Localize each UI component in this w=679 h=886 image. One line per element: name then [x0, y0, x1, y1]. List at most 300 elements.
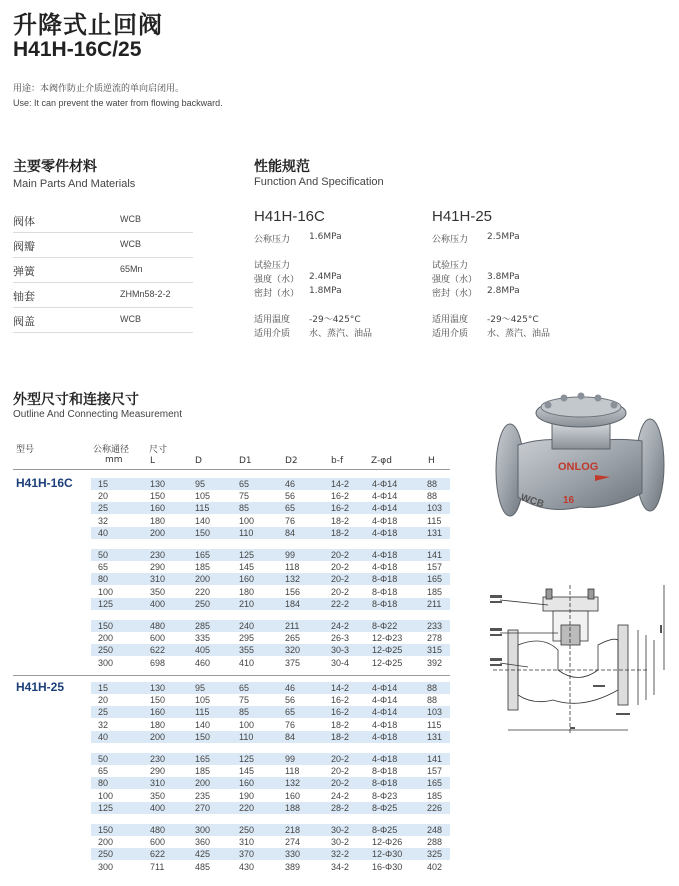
table-cell: 425 — [195, 849, 211, 860]
table-cell: 4-Φ14 — [372, 479, 398, 489]
table-cell: 130 — [150, 479, 166, 489]
spec-seal-value: 2.8MPa — [487, 286, 520, 296]
spec-temp-label: 适用温度 — [432, 315, 469, 325]
table-cell: 132 — [285, 574, 301, 585]
table-cell: 16-2 — [331, 695, 350, 706]
table-cell: 50 — [98, 754, 109, 764]
table-cell: 185 — [427, 790, 443, 801]
header-dn: 公称通径 — [93, 445, 130, 455]
table-cell: 8-Φ18 — [372, 598, 398, 609]
table-cell: 157 — [427, 562, 443, 573]
table-cell: 330 — [285, 849, 301, 860]
spec-temp-label: 适用温度 — [254, 315, 291, 325]
table-cell: 20 — [98, 491, 109, 502]
table-cell: 4-Φ14 — [372, 683, 398, 693]
spec-medium-value: 水、蒸汽、油品 — [487, 329, 551, 339]
table-row — [91, 502, 450, 514]
table-cell: 99 — [285, 754, 296, 764]
part-name: 轴套 — [13, 290, 35, 303]
table-cell: 185 — [195, 766, 211, 777]
table-cell: 110 — [239, 731, 254, 742]
table-cell: 4-Φ14 — [372, 695, 398, 706]
table-cell: 310 — [150, 574, 166, 585]
table-cell: 12-Φ30 — [372, 849, 403, 860]
part-material: WCB — [120, 239, 141, 249]
table-cell: 28-2 — [331, 802, 350, 813]
table-cell: 100 — [98, 586, 114, 597]
table-cell: 20-2 — [331, 586, 350, 597]
table-cell: 12-Φ23 — [372, 633, 403, 644]
table-cell: 8-Φ25 — [372, 825, 398, 835]
table-cell: 76 — [285, 719, 296, 730]
table-cell: 200 — [98, 837, 114, 848]
spec-test-pressure — [254, 258, 454, 272]
table-cell: 200 — [98, 633, 114, 644]
table-cell: 16-2 — [331, 503, 350, 514]
spec-temp-value: -29～425°C — [487, 315, 539, 325]
table-cell: 290 — [150, 766, 166, 777]
header-col-d1: D1 — [239, 456, 252, 466]
table-row — [91, 694, 450, 706]
table-cell: 185 — [427, 586, 443, 597]
table-cell: 405 — [195, 645, 211, 656]
table-cell: 125 — [98, 598, 114, 609]
spec-nominal-pressure-label: 公称压力 — [432, 235, 469, 245]
table-cell: 25 — [98, 707, 109, 718]
table-cell: 218 — [285, 825, 301, 835]
table-cell: 30-2 — [331, 837, 350, 848]
table-row — [91, 632, 450, 644]
spec-strength — [432, 272, 632, 286]
table-cell: 180 — [239, 586, 255, 597]
table-cell: 140 — [195, 515, 211, 526]
table-cell: 4-Φ18 — [372, 731, 398, 742]
table-cell: 125 — [98, 802, 114, 813]
table-cell: 160 — [150, 707, 166, 718]
table-cell: 180 — [150, 515, 166, 526]
table-cell: 288 — [427, 837, 443, 848]
table-cell: 99 — [285, 550, 296, 560]
table-cell: 165 — [427, 574, 443, 585]
table-cell: 211 — [427, 598, 442, 609]
table-cell: 315 — [427, 645, 443, 656]
table-row — [91, 824, 450, 836]
header-col-bf: b-f — [331, 456, 344, 466]
table-cell: 34-2 — [331, 861, 350, 872]
table-cell: 88 — [427, 695, 438, 706]
table-cell: 270 — [195, 802, 211, 813]
model-title: H41H-16C/25 — [13, 38, 142, 61]
spec-strength-label: 强度（水） — [432, 275, 478, 285]
spec-strength-value: 3.8MPa — [487, 272, 520, 282]
table-cell: 115 — [427, 515, 442, 526]
table-cell: 95 — [195, 683, 206, 693]
usage-text-cn: 用途：本阀作防止介质逆流的单向启闭用。 — [13, 84, 185, 94]
table-cell: 295 — [239, 633, 255, 644]
spec-test-pressure-label: 试验压力 — [254, 261, 291, 271]
table-cell: 622 — [150, 645, 166, 656]
table-cell: 110 — [239, 527, 254, 538]
part-row — [13, 233, 193, 258]
table-cell: 157 — [427, 766, 443, 777]
spec-strength-label: 强度（水） — [254, 275, 300, 285]
spec-strength-value: 2.4MPa — [309, 272, 342, 282]
part-row — [13, 283, 193, 308]
part-material: 65Mn — [120, 264, 143, 274]
table-cell: 131 — [427, 527, 443, 538]
table-cell: 105 — [195, 491, 211, 502]
table-cell: 392 — [427, 657, 443, 668]
table-cell: 24-2 — [331, 790, 350, 801]
spec-medium-label: 适用介质 — [254, 329, 291, 339]
table-cell: 400 — [150, 802, 166, 813]
table-cell: 4-Φ18 — [372, 527, 398, 538]
table-cell: 65 — [98, 766, 109, 777]
spec-medium — [432, 326, 632, 340]
usage-text-en: Use: It can prevent the water from flowing backward. — [13, 98, 223, 108]
table-cell: 150 — [150, 695, 166, 706]
table-cell: 30-2 — [331, 825, 350, 835]
table-cell: 150 — [98, 621, 114, 631]
table-cell: 185 — [195, 562, 211, 573]
table-cell: 75 — [239, 695, 250, 706]
table-cell: 141 — [427, 754, 443, 764]
table-cell: 84 — [285, 731, 296, 742]
table-cell: 4-Φ18 — [372, 719, 398, 730]
spec-model: H41H-25 — [432, 208, 493, 225]
photo-brand-text: ONLOG — [558, 461, 599, 473]
table-cell: 15 — [98, 683, 109, 693]
table-cell: 4-Φ14 — [372, 503, 398, 514]
table-cell: 8-Φ25 — [372, 802, 398, 813]
table-cell: 300 — [98, 861, 114, 872]
table-cell: 698 — [150, 657, 166, 668]
table-cell: 230 — [150, 754, 166, 764]
table-cell: 20-2 — [331, 766, 350, 777]
table-cell: 160 — [285, 790, 301, 801]
part-row — [13, 208, 193, 233]
table-cell: 140 — [195, 719, 211, 730]
table-cell: 4-Φ14 — [372, 707, 398, 718]
table-cell: 190 — [239, 790, 255, 801]
table-row — [91, 848, 450, 860]
table-cell: 360 — [195, 837, 211, 848]
table-row — [91, 549, 450, 561]
table-cell: 85 — [239, 503, 250, 514]
table-cell: 32-2 — [331, 849, 350, 860]
table-cell: 160 — [239, 574, 255, 585]
table-cell: 105 — [195, 695, 211, 706]
spec-nominal-pressure — [432, 232, 632, 246]
table-cell: 14-2 — [331, 683, 350, 693]
table-cell: 141 — [427, 550, 443, 560]
table-cell: 355 — [239, 645, 255, 656]
table-cell: 46 — [285, 479, 296, 489]
table-cell: 76 — [285, 515, 296, 526]
part-name: 弹簧 — [13, 265, 35, 278]
table-cell: 115 — [195, 503, 210, 514]
table-cell: 12-Φ26 — [372, 837, 403, 848]
table-cell: 20-2 — [331, 778, 350, 789]
table-cell: 115 — [427, 719, 442, 730]
spec-medium-value: 水、蒸汽、油品 — [309, 329, 373, 339]
parts-title-en: Main Parts And Materials — [13, 178, 136, 190]
table-cell: 20-2 — [331, 574, 350, 585]
table-cell: 150 — [150, 491, 166, 502]
table-cell: 100 — [239, 719, 255, 730]
table-cell: 32 — [98, 719, 109, 730]
table-cell: 389 — [285, 861, 301, 872]
table-cell: 18-2 — [331, 515, 350, 526]
table-cell: 8-Φ18 — [372, 574, 398, 585]
table-cell: 160 — [150, 503, 166, 514]
table-cell: 250 — [98, 849, 114, 860]
spec-temp — [432, 312, 632, 326]
table-cell: 18-2 — [331, 719, 350, 730]
spec-test-pressure — [432, 258, 632, 272]
table-cell: 115 — [195, 707, 210, 718]
table-row — [91, 706, 450, 718]
table-cell: 26-3 — [331, 633, 350, 644]
table-cell: 88 — [427, 491, 438, 502]
table-cell: 211 — [285, 621, 300, 631]
table-row — [91, 777, 450, 789]
table-cell: 160 — [239, 778, 255, 789]
table-cell: 200 — [195, 574, 211, 585]
table-cell: 118 — [285, 562, 300, 573]
table-cell: 184 — [285, 598, 301, 609]
spec-nominal-pressure-label: 公称压力 — [254, 235, 291, 245]
table-row — [91, 573, 450, 585]
table-cell: 233 — [427, 621, 443, 631]
table-cell: 210 — [239, 598, 255, 609]
table-cell: 220 — [239, 802, 255, 813]
table-cell: 310 — [239, 837, 255, 848]
table-cell: 65 — [285, 707, 296, 718]
table-cell: 88 — [427, 683, 438, 693]
table-cell: 132 — [285, 778, 301, 789]
table-row — [91, 731, 450, 743]
spec-model: H41H-16C — [254, 208, 325, 225]
spec-title-en: Function And Specification — [254, 176, 384, 188]
table-row — [91, 657, 450, 669]
table-cell: 290 — [150, 562, 166, 573]
spec-seal-value: 1.8MPa — [309, 286, 342, 296]
table-cell: 125 — [239, 754, 255, 764]
table-cell: 220 — [195, 586, 211, 597]
table-cell: 80 — [98, 574, 109, 585]
table-row — [91, 753, 450, 765]
table-cell: 274 — [285, 837, 301, 848]
table-cell: 200 — [195, 778, 211, 789]
table-row — [91, 490, 450, 502]
table-cell: 20-2 — [331, 550, 350, 560]
table-cell: 250 — [239, 825, 255, 835]
table-row — [91, 836, 450, 848]
photo-pressure-mark: 16 — [563, 495, 575, 506]
part-name: 阀盖 — [13, 315, 35, 328]
table-cell: 20-2 — [331, 754, 350, 764]
table-cell: 14-2 — [331, 479, 350, 489]
table-cell: 410 — [239, 657, 255, 668]
table-cell: 180 — [150, 719, 166, 730]
table-cell: 15 — [98, 479, 109, 489]
spec-nominal-pressure-value: 2.5MPa — [487, 232, 520, 242]
header-col-zd: Z-φd — [371, 456, 392, 466]
table-cell: 711 — [150, 861, 165, 872]
table-cell: 95 — [195, 479, 206, 489]
spec-title-cn: 性能规范 — [254, 159, 310, 175]
model-label: H41H-25 — [16, 680, 65, 694]
table-cell: 18-2 — [331, 731, 350, 742]
table-row — [91, 527, 450, 539]
table-row — [91, 515, 450, 527]
table-cell: 16-2 — [331, 707, 350, 718]
part-material: ZHMn58-2-2 — [120, 289, 171, 299]
table-cell: 300 — [195, 825, 211, 835]
table-cell: 265 — [285, 633, 301, 644]
table-cell: 84 — [285, 527, 296, 538]
table-cell: 165 — [195, 550, 211, 560]
table-cell: 480 — [150, 825, 166, 835]
table-cell: 248 — [427, 825, 443, 835]
table-cell: 240 — [239, 621, 255, 631]
table-cell: 235 — [195, 790, 211, 801]
header-dn-unit: mm — [105, 455, 123, 465]
table-cell: 12-Φ25 — [372, 657, 403, 668]
table-row — [91, 790, 450, 802]
table-cell: 8-Φ18 — [372, 778, 398, 789]
table-cell: 4-Φ18 — [372, 562, 398, 573]
table-cell: 16-Φ30 — [372, 861, 403, 872]
table-cell: 30-3 — [331, 645, 350, 656]
spec-temp — [254, 312, 454, 326]
table-row — [91, 719, 450, 731]
table-cell: 85 — [239, 707, 250, 718]
table-cell: 8-Φ18 — [372, 586, 398, 597]
page-title: 升降式止回阀 — [13, 11, 163, 39]
table-cell: 350 — [150, 586, 166, 597]
table-row — [91, 802, 450, 814]
table-cell: 8-Φ23 — [372, 790, 398, 801]
table-cell: 40 — [98, 731, 109, 742]
photo-body-mark: WCB — [519, 492, 546, 511]
spec-seal-label: 密封（水） — [432, 289, 478, 299]
table-row — [91, 644, 450, 656]
table-cell: 320 — [285, 645, 301, 656]
table-cell: 56 — [285, 695, 296, 706]
header-size: 尺寸 — [149, 445, 168, 455]
part-material: WCB — [120, 214, 141, 224]
spec-nominal-pressure-value: 1.6MPa — [309, 232, 342, 242]
table-row — [91, 765, 450, 777]
parts-title-cn: 主要零件材料 — [13, 159, 97, 175]
table-cell: 165 — [195, 754, 211, 764]
table-cell: 32 — [98, 515, 109, 526]
table-cell: 8-Φ18 — [372, 766, 398, 777]
table-cell: 40 — [98, 527, 109, 538]
table-cell: 24-2 — [331, 621, 350, 631]
table-header — [13, 440, 450, 470]
table-cell: 200 — [150, 527, 166, 538]
table-cell: 8-Φ22 — [372, 621, 398, 631]
spec-seal-label: 密封（水） — [254, 289, 300, 299]
spec-temp-value: -29～425°C — [309, 315, 361, 325]
part-row — [13, 308, 193, 333]
part-row — [13, 258, 193, 283]
spec-strength — [254, 272, 454, 286]
spec-seal — [254, 286, 454, 300]
valve-drawing — [488, 575, 678, 750]
table-cell: 188 — [285, 802, 301, 813]
table-cell: 370 — [239, 849, 255, 860]
table-cell: 156 — [285, 586, 301, 597]
table-row — [91, 561, 450, 573]
table-cell: 350 — [150, 790, 166, 801]
table-cell: 130 — [150, 683, 166, 693]
table-cell: 25 — [98, 503, 109, 514]
table-row — [91, 586, 450, 598]
table-cell: 310 — [150, 778, 166, 789]
table-cell: 145 — [239, 562, 255, 573]
table-row — [91, 598, 450, 610]
table-cell: 20-2 — [331, 562, 350, 573]
table-row — [91, 861, 450, 873]
table-cell: 150 — [195, 731, 211, 742]
spec-medium-label: 适用介质 — [432, 329, 469, 339]
header-col-d2: D2 — [285, 456, 298, 466]
dims-title-en: Outline And Connecting Measurement — [13, 409, 182, 420]
spec-column-16c — [254, 208, 454, 340]
spec-medium — [254, 326, 454, 340]
header-col-l: L — [150, 456, 156, 466]
table-cell: 480 — [150, 621, 166, 631]
table-cell: 150 — [98, 825, 114, 835]
table-cell: 80 — [98, 778, 109, 789]
table-cell: 485 — [195, 861, 211, 872]
table-cell: 4-Φ18 — [372, 754, 398, 764]
table-cell: 65 — [239, 683, 250, 693]
table-cell: 56 — [285, 491, 296, 502]
table-row — [91, 620, 450, 632]
table-cell: 230 — [150, 550, 166, 560]
table-cell: 278 — [427, 633, 443, 644]
table-row — [91, 682, 450, 694]
table-cell: 20 — [98, 695, 109, 706]
table-cell: 300 — [98, 657, 114, 668]
group-separator — [13, 675, 450, 676]
table-row — [91, 478, 450, 490]
table-cell: 103 — [427, 707, 443, 718]
table-cell: 600 — [150, 633, 166, 644]
table-cell: 22-2 — [331, 598, 350, 609]
table-cell: 50 — [98, 550, 109, 560]
table-cell: 250 — [195, 598, 211, 609]
table-cell: 100 — [98, 790, 114, 801]
table-cell: 88 — [427, 479, 438, 489]
table-cell: 200 — [150, 731, 166, 742]
table-cell: 131 — [427, 731, 443, 742]
table-cell: 285 — [195, 621, 211, 631]
table-cell: 4-Φ18 — [372, 550, 398, 560]
table-cell: 65 — [239, 479, 250, 489]
spec-test-pressure-label: 试验压力 — [432, 261, 469, 271]
table-cell: 30-4 — [331, 657, 350, 668]
part-material: WCB — [120, 314, 141, 324]
table-cell: 460 — [195, 657, 211, 668]
table-cell: 600 — [150, 837, 166, 848]
table-cell: 325 — [427, 849, 443, 860]
